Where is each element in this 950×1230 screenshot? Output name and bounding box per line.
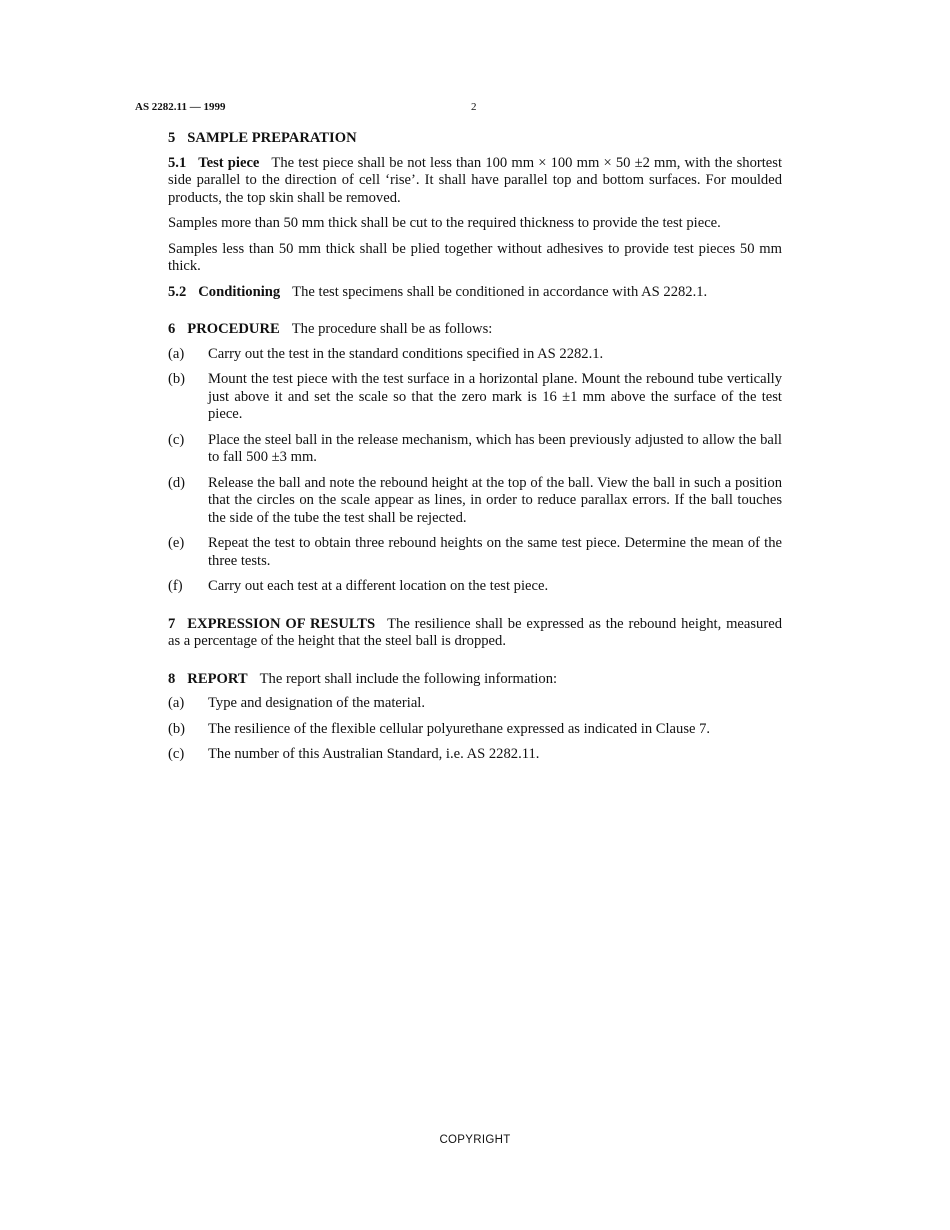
standard-designation: AS 2282.11 — 1999 <box>135 101 226 113</box>
clause-5-2-text: The test specimens shall be conditioned in accordance with AS 2282.1. <box>292 283 708 300</box>
section-7-text: The resilience shall be expressed as the rebound height, measured as a percentage of the height that the steel ball is dropped. <box>168 615 782 649</box>
step-label: (d) <box>168 474 186 491</box>
clause-5-1-text: The test piece shall be not less than 100 mm × 100 mm × 50 ±2 mm, with the shortest side parallel to the direction of cell ‘rise’. It shall have parallel top and bottom surfaces. For moulded products, the top skin shall be removed. <box>168 154 782 206</box>
section-6-heading <box>168 321 782 339</box>
report-item <box>168 695 782 713</box>
report-item <box>168 721 782 739</box>
section-7-title: EXPRESSION OF RESULTS <box>187 615 376 632</box>
step-text: Carry out each test at a different location on the test piece. <box>208 578 549 594</box>
report-item-text: Type and designation of the material. <box>208 695 426 711</box>
procedure-step <box>168 346 782 364</box>
step-text: Mount the test piece with the test surface in a horizontal plane. Mount the rebound tube vertically just above it and set the scale so that the zero mark is 16 ±1 mm above the surface of the test piece. <box>208 371 782 422</box>
section-8-number: 8 <box>168 670 176 687</box>
step-label: (c) <box>168 431 185 448</box>
step-label: (e) <box>168 535 185 551</box>
section-8-intro: The report shall include the following information: <box>259 670 558 687</box>
copyright-footer: COPYRIGHT <box>439 1134 511 1146</box>
section-6-number: 6 <box>168 321 176 337</box>
clause-5-1-number: 5.1 <box>168 154 187 171</box>
procedure-step <box>168 371 782 424</box>
step-label: (b) <box>168 371 186 387</box>
step-text: Repeat the test to obtain three rebound heights on the same test piece. Determine the mean of the three tests. <box>208 535 782 569</box>
step-text: Carry out the test in the standard conditions specified in AS 2282.1. <box>208 345 604 362</box>
step-text: Release the ball and note the rebound height at the top of the ball. View the ball in such a position that the circles on the scale appear as lines, in order to reduce parallax errors. If the ball touches the side of the tube the test shall be rejected. <box>208 474 782 526</box>
document-body <box>168 130 782 772</box>
report-item-label: (c) <box>168 746 185 762</box>
paragraph-thick-samples: Samples more than 50 mm thick shall be cut to the required thickness to provide the test piece. <box>168 215 721 231</box>
section-8-title: REPORT <box>187 670 248 687</box>
procedure-step <box>168 475 782 528</box>
report-item-text: The number of this Australian Standard, i.e. AS 2282.11. <box>208 746 540 762</box>
section-8-heading <box>168 671 782 689</box>
section-5-heading <box>168 130 782 148</box>
section-7-number: 7 <box>168 615 176 632</box>
report-item <box>168 746 782 764</box>
report-item-label: (a) <box>168 695 185 711</box>
report-item-text: The resilience of the flexible cellular polyurethane expressed as indicated in Clause 7. <box>208 720 711 737</box>
section-6-title: PROCEDURE <box>187 321 280 337</box>
clause-5-2 <box>168 284 782 302</box>
section-6-intro: The procedure shall be as follows: <box>291 321 493 337</box>
clause-5-1-title: Test piece <box>198 154 260 171</box>
page-number: 2 <box>471 101 477 113</box>
procedure-step <box>168 432 782 467</box>
clause-5-2-title: Conditioning <box>198 283 281 300</box>
procedure-step <box>168 535 782 570</box>
procedure-step <box>168 578 782 596</box>
report-item-label: (b) <box>168 720 186 737</box>
clause-5-1 <box>168 155 782 208</box>
section-5-title: SAMPLE PREPARATION <box>187 130 357 146</box>
section-5-number: 5 <box>168 130 176 146</box>
paragraph-thin-samples: Samples less than 50 mm thick shall be plied together without adhesives to provide test pieces 50 mm thick. <box>168 240 782 274</box>
step-text: Place the steel ball in the release mechanism, which has been previously adjusted to allow the ball to fall 500 ±3 mm. <box>208 431 782 465</box>
step-label: (a) <box>168 345 185 362</box>
step-label: (f) <box>168 578 183 594</box>
section-7 <box>168 616 782 651</box>
clause-5-2-number: 5.2 <box>168 283 187 300</box>
